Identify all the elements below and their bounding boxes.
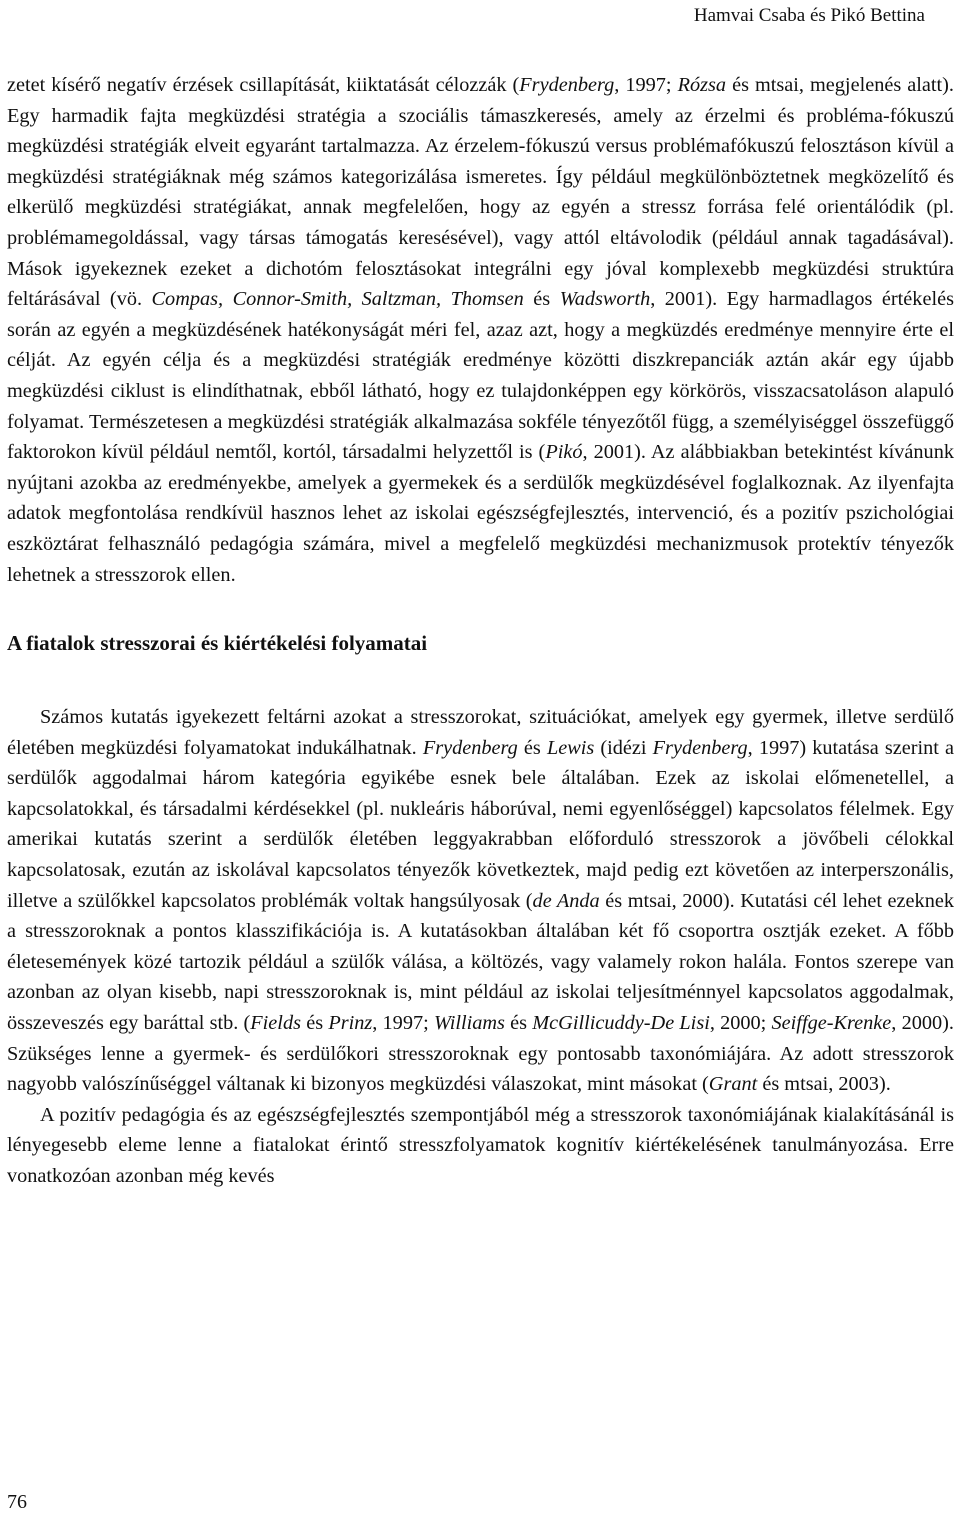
text-run: , 2001). Az alábbiakban betekintést kívánunk nyújtani azokba az eredményekbe, amelyek a gyermekek és a serdülők megküzdésével foglalkoznak. Az ilyenfajta adatok megfontolása rendkívül hasznos lehet az iskolai egészségfejlesztés, intervenció, és a pozitív pszichológiai eszköztárat felhasználó pedagógia számára, mivel a megfelelő megküzdési mechanizmusok protektív tényezők lehetnek a stresszorok ellen. <box>7 441 954 586</box>
page-number: 76 <box>7 1491 27 1513</box>
text-run: , 1997) kutatása szerint a serdülők aggodalmai három kategória egyikébe esnek bele általában. Ezek az iskolai előmenetellel, a kapcsolatokkal, és társadalmi kérdésekkel (pl. nukleáris háborúval, nemi egyenlőséggel) kapcsolatos félelmek. Egy amerikai kutatás szerint a serdülők életében leggyakrabban előforduló stresszorok a jövőbeli célokkal kapcsolatosak, ezután az iskolával kapcsolatos tényezők következtek, majd pedig ezt követően az interperszonális, illetve a szülőkkel kapcsolatos problémák voltak hangsúlyosak ( <box>7 736 954 912</box>
section-heading: A fiatalok stresszorai és kiértékelési folyamatai <box>7 631 428 656</box>
text-run: , 2001). Egy harmadlagos értékelés során az egyén a megküzdésének hatékonyságát méri fel, azaz azt, hogy a megküzdés eredménye mennyire érte el célját. Az egyén célja és a megküzdési stratégiák eredménye közötti diszkrepanciák aztán akár egy újabb megküzdési ciklust is elindíthatnak, ebből látható, hogy ez tulajdonképpen egy körkörös, visszacsatoláson alapuló folyamat. Természetesen a megküzdési stratégiák alkalmazása sokféle tényezőtől függ, a személyiséggel összefüggő faktorokon kívül például nemtől, kortól, társadalmi helyzettől is ( <box>7 288 954 464</box>
text-run: , 2000; <box>709 1012 772 1035</box>
citation-author: Seiffge-Krenke <box>771 1012 892 1035</box>
text-run: és <box>504 1012 533 1035</box>
citation-author: de Anda <box>532 889 600 912</box>
citation-author: Grant <box>708 1073 758 1096</box>
citation-author: Rózsa <box>677 74 727 96</box>
citation-author: Fields <box>250 1012 301 1035</box>
paragraph-coping-strategies <box>7 70 954 590</box>
text-run: és <box>300 1012 329 1035</box>
citation-author: Lewis <box>546 736 595 759</box>
citation-author: Williams <box>433 1012 505 1035</box>
text-run: A pozitív pedagógia és az egészségfejlesztés szempontjából még a stresszorok taxonómiájának kialakításánál is lényegesebb eleme lenne a fiatalokat érintő stresszfolyamatok kognitív kiértékelésének tanulmányozása. Erre vonatkozóan azonban még kevés <box>7 1103 954 1187</box>
text-run: és mtsai, megjelenés alatt). Egy harmadik fajta megküzdési stratégia a szociális támaszkeresés, amely az érzelmi és probléma-fókuszú megküzdési stratégiák elveit egyaránt tartalmazza. Az érzelem-fókuszú versus problémafókuszú felosztáson kívül a megküzdési stratégiáknak még számos kategorizálása ismeretes. Így például megkülönböztetnek megközelítő és elkerülő megküzdési stratégiákat, annak megfelelően, hogy az egyén a stressz forrása felé orientálódik (pl. problémamegoldással, vagy társas támogatás keresésével), vagy attól eltávolodik (például annak tagadásával). Mások igyekeznek ezeket a dichotóm felosztásokat integrálni egy jóval komplexebb megküzdési struktúra feltárásával (vö. <box>7 74 954 311</box>
paragraph-positive-pedagogy <box>7 1100 954 1192</box>
citation-author: Compas, Connor-Smith, Saltzman, Thomsen <box>151 288 524 311</box>
citation-author: Frydenberg <box>652 736 748 759</box>
page-body <box>7 70 954 1192</box>
text-run: és <box>517 736 547 759</box>
citation-author: Prinz <box>328 1012 373 1035</box>
text-run: és <box>523 288 560 311</box>
text-run: és mtsai, 2003). <box>757 1073 891 1096</box>
text-run: és mtsai, 2000). Kutatási cél lehet ezeknek a stresszoroknak a pontos klasszifikációja is. A kutatásokban általában két fő csoportra osztják ezeket. A főbb életesemények közé tartozik például a szülők válása, a költözés, vagy valamely rokon halála. Fontos szerepe van azonban az olyan kisebb, napi stresszoroknak is, mint például az iskolai teljesítménnyel kapcsolatos aggodalmak, összeveszés egy baráttal stb. ( <box>7 889 954 1035</box>
running-header: Hamvai Csaba és Pikó Bettina <box>693 5 925 26</box>
citation-author: Frydenberg <box>519 74 615 96</box>
text-run: , 2000). Szükséges lenne a gyermek- és serdülőkori stresszoroknak egy pontosabb taxonómiájára. Az adott stresszorok nagyobb valószínűséggel váltanak ki bizonyos megküzdési válaszokat, mint másokat ( <box>7 1012 954 1096</box>
text-run: , 1997; <box>372 1012 434 1035</box>
citation-author: Frydenberg <box>422 736 518 759</box>
citation-author: Pikó <box>545 441 583 464</box>
text-run: , 1997; <box>614 74 678 96</box>
text-run: (idézi <box>594 736 653 759</box>
paragraph-stressors <box>7 702 954 1100</box>
text-run: zetet kísérő negatív érzések csillapítását, kiiktatását célozzák ( <box>7 74 520 96</box>
citation-author: McGillicuddy-De Lisi <box>532 1012 710 1035</box>
citation-author: Wadsworth <box>559 288 651 311</box>
text-run: Számos kutatás igyekezett feltárni azokat a stresszorokat, szituációkat, amelyek egy gyermek, illetve serdülő életében megküzdési folyamatokat indukálhatnak. <box>7 706 954 759</box>
